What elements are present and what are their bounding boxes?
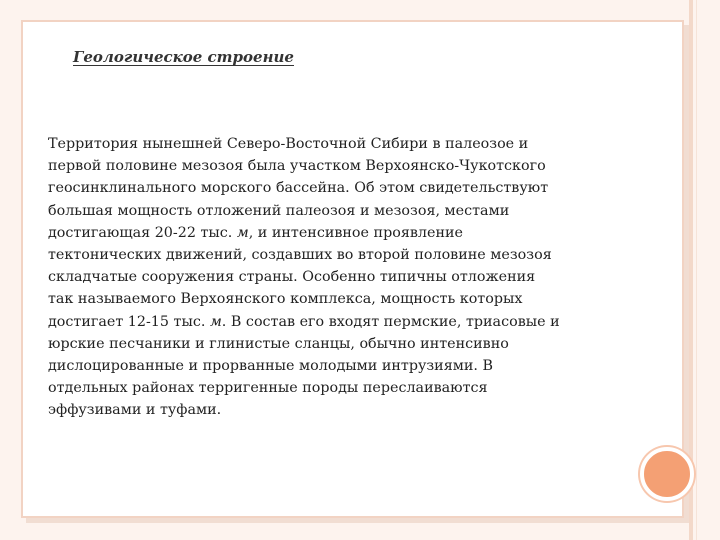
- body-line: [48, 133, 638, 155]
- body-line: [48, 355, 638, 377]
- body-paragraph: [48, 133, 638, 422]
- body-text-segment: первой половине мезозоя была участком Верхоянско-Чукотского: [48, 158, 546, 175]
- body-text-segment: эффузивами и туфами.: [48, 402, 222, 419]
- body-text-segment: складчатые сооружения страны. Особенно типичны отложения: [48, 269, 536, 286]
- slide-title: Геологическое строение: [73, 48, 294, 66]
- body-line: [48, 244, 638, 266]
- body-line: [48, 222, 638, 244]
- right-decorative-rule-thin: [696, 0, 697, 540]
- body-text-emphasis: м: [209, 313, 222, 330]
- body-line: [48, 399, 638, 421]
- body-text-emphasis: м: [236, 224, 249, 241]
- body-text-segment: большая мощность отложений палеозоя и мезозоя, местами: [48, 202, 510, 219]
- decorative-circle-icon: [640, 447, 694, 501]
- body-text-segment: Территория нынешней Северо-Восточной Сибири в палеозое и: [48, 136, 529, 152]
- body-text-segment: , и интенсивное проявление: [248, 224, 463, 241]
- body-text-segment: . В состав его входят пермские, триасовые и: [221, 313, 560, 330]
- body-line: [48, 288, 638, 310]
- body-text-segment: так называемого Верхоянского комплекса, мощность которых: [48, 291, 523, 308]
- body-line: [48, 155, 638, 177]
- body-line: [48, 377, 638, 399]
- body-text-segment: достигает 12-15 тыс.: [48, 313, 210, 330]
- body-text-segment: геосинклинального морского бассейна. Об этом свидетельствуют: [48, 180, 549, 197]
- body-text-segment: тектонических движений, создавших во второй половине мезозоя: [48, 247, 552, 264]
- body-line: [48, 266, 638, 288]
- body-text-segment: дислоцированные и прорванные молодыми интрузиями. В: [48, 358, 493, 375]
- body-text-segment: достигающая 20-22 тыс.: [48, 224, 237, 241]
- body-text-segment: отдельных районах терригенные породы переслаиваются: [48, 380, 488, 397]
- body-line: [48, 200, 638, 222]
- body-line: [48, 177, 638, 199]
- body-line: [48, 333, 638, 355]
- body-line: [48, 311, 638, 333]
- body-text-segment: юрские песчаники и глинистые сланцы, обычно интенсивно: [48, 335, 509, 352]
